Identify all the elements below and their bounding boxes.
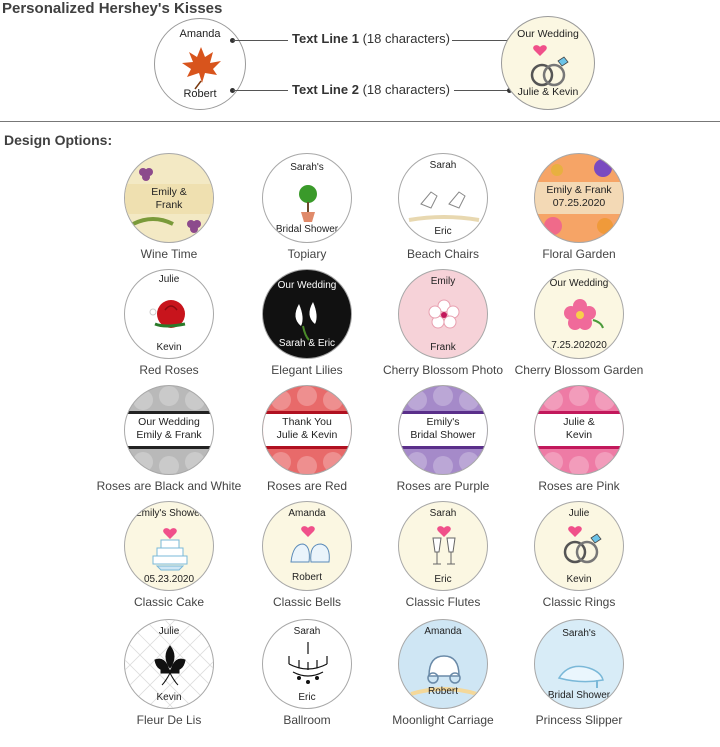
design-kiss-preview [124, 153, 214, 243]
design-kiss-preview [398, 619, 488, 709]
design-text-line1: Sarah's [562, 628, 596, 639]
design-text-line1: Emily's [426, 416, 460, 428]
design-text-line1: Our Wedding [138, 416, 200, 428]
design-kiss-preview [398, 385, 488, 475]
design-kiss-preview [534, 153, 624, 243]
design-text-line2: Emily & Frank [136, 429, 202, 441]
design-kiss-preview [398, 501, 488, 591]
design-option-name: Topiary [287, 247, 327, 261]
design-option-name: Classic Cake [133, 595, 205, 609]
design-kiss-preview [124, 501, 214, 591]
page-title: Personalized Hershey's Kisses [2, 0, 223, 17]
design-option[interactable] [494, 385, 664, 493]
design-kiss-preview [534, 619, 624, 709]
design-text-line2: Eric [434, 574, 452, 585]
sample-left-line1: Amanda [179, 28, 221, 40]
design-text-line1: Julie [158, 274, 180, 285]
design-option-name: Cherry Blossom Photo [382, 363, 504, 377]
design-text-line2: Bridal Shower [410, 429, 476, 441]
design-kiss-preview [534, 501, 624, 591]
design-text-line1: Emily [430, 276, 456, 287]
design-text-line1: Sarah's [290, 162, 324, 173]
design-text-line2: Robert [427, 686, 458, 697]
design-kiss-preview [124, 269, 214, 359]
design-text-line1: Sarah [429, 508, 457, 519]
design-option[interactable] [494, 269, 664, 377]
design-text-line2: Julie & Kevin [276, 429, 338, 441]
design-option-name: Beach Chairs [406, 247, 480, 261]
design-option-name: Classic Flutes [405, 595, 481, 609]
design-text-line2: 07.25.2020 [552, 197, 606, 209]
design-text-line1: Sarah [429, 160, 457, 171]
design-text-line1: Thank You [282, 416, 332, 428]
design-text-line2: Kevin [156, 342, 182, 353]
design-text-line2: Kevin [565, 429, 593, 441]
design-text-line2: Bridal Shower [275, 224, 339, 235]
design-option-name: Roses are Red [266, 479, 348, 493]
design-option-name: Roses are Black and White [96, 479, 242, 493]
band-stripe [263, 446, 351, 449]
design-kiss-preview [262, 153, 352, 243]
design-text-line2: Eric [298, 692, 316, 703]
design-kiss-preview [534, 269, 624, 359]
design-option[interactable] [494, 501, 664, 609]
design-option-name: Wine Time [140, 247, 198, 261]
design-text-line2: Eric [434, 226, 452, 237]
design-text-line2: Kevin [156, 692, 182, 703]
design-option[interactable] [494, 153, 664, 261]
sample-left-line2: Robert [183, 88, 217, 100]
design-text-line1: Emily's Shower [134, 508, 204, 519]
design-option-name: Moonlight Carriage [392, 713, 494, 727]
design-kiss-preview [124, 385, 214, 475]
design-kiss-preview [262, 619, 352, 709]
design-text-line1: Amanda [424, 626, 462, 637]
design-kiss-preview [262, 269, 352, 359]
text-line-2-label: Text Line 2 (18 characters) [292, 82, 450, 97]
band-stripe [535, 446, 623, 449]
design-kiss-preview [262, 501, 352, 591]
design-kiss-preview [262, 385, 352, 475]
design-option-name: Cherry Blossom Garden [514, 363, 644, 377]
design-text-line2: Frank [155, 199, 183, 211]
design-text-line1: Amanda [288, 508, 326, 519]
design-text-line1: Our Wedding [277, 280, 337, 291]
design-option-name: Red Roses [139, 363, 199, 377]
design-option-name: Floral Garden [542, 247, 616, 261]
design-text-line2: Kevin [566, 574, 592, 585]
design-text-line1: Emily & Frank [546, 184, 612, 196]
design-text-line1: Emily & [151, 186, 187, 198]
band-stripe [399, 446, 487, 449]
text-line-1-label: Text Line 1 (18 characters) [292, 31, 450, 46]
design-option-name: Roses are Purple [396, 479, 490, 493]
sample-right-line1: Our Wedding [517, 28, 579, 40]
design-kiss-preview [534, 385, 624, 475]
design-text-line1: Sarah [293, 626, 321, 637]
band-stripe [125, 446, 213, 449]
design-text-line2: Frank [430, 342, 456, 353]
design-option-name: Fleur De Lis [136, 713, 202, 727]
design-text-line1: Our Wedding [549, 278, 609, 289]
design-option-name: Princess Slipper [535, 713, 623, 727]
design-kiss-preview [398, 269, 488, 359]
design-kiss-preview [398, 153, 488, 243]
design-text-line2: Robert [291, 572, 322, 583]
design-text-line2: Sarah & Eric [278, 338, 336, 349]
section-title: Design Options: [4, 132, 113, 148]
design-option-name: Elegant Lilies [271, 363, 343, 377]
design-kiss-preview [124, 619, 214, 709]
design-option-name: Classic Bells [272, 595, 341, 609]
sample-right-line2: Julie & Kevin [517, 86, 579, 98]
design-text-line2: 7.25.202020 [551, 340, 607, 351]
design-text-line2: 05.23.2020 [143, 574, 195, 585]
design-option[interactable] [494, 619, 664, 727]
design-option-name: Classic Rings [542, 595, 616, 609]
design-text-line1: Julie [158, 626, 180, 637]
design-text-line1: Julie & [563, 416, 595, 428]
design-option-name: Ballroom [283, 713, 331, 727]
design-text-line1: Julie [568, 508, 590, 519]
design-option-name: Roses are Pink [538, 479, 620, 493]
design-text-line2: Bridal Shower [547, 690, 611, 701]
